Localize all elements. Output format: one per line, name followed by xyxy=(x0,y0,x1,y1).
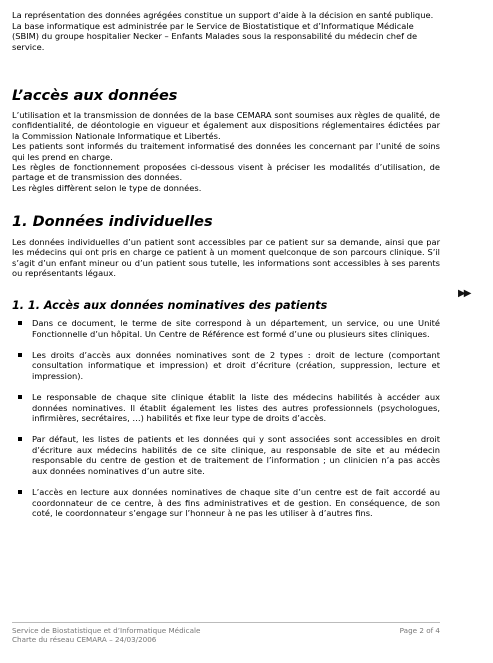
list-item-text: Le responsable de chaque site clinique établit la liste des médecins habilités à accéder aux données nominatives. Il établit également les listes des autres professionnels (psychologues, infirmières, secrétaires, …) habilités et fixe leur type de droits d’accès. xyxy=(32,391,440,424)
intro-paragraph: La représentation des données agrégées constitue un support d’aide à la décision en santé publique. xyxy=(12,10,434,20)
next-page-arrows-icon[interactable]: ▶▶ xyxy=(458,288,470,299)
intro-paragraph: La base informatique est administrée par le Service de Biostatistique et d’Informatique Médicale (SBIM) du groupe hospitalier Necker – Enfants Malades sous la responsabilité du médecin chef de service. xyxy=(12,20,418,52)
list-item xyxy=(12,350,440,382)
list-item-text: Dans ce document, le terme de site correspond à un département, un service, ou une Unité Fonctionnelle d’un hôpital. Un Centre de Référence est formé d’une ou plusieurs sites cliniques. xyxy=(32,318,440,339)
bullet-icon xyxy=(18,395,22,399)
page-number: Page 2 of 4 xyxy=(399,626,440,635)
section-title-individual: 1. Données individuelles xyxy=(12,214,213,230)
bullet-icon xyxy=(18,490,22,494)
list-item-text: L’accès en lecture aux données nominatives de chaque site d’un centre est de fait accordé au coordonnateur de ce centre, à des fins administratives et de gestion. En conséquence, de son coté, le coordonnateur s’engage sur l’honneur à ne pas les utiliser à d’autres fins. xyxy=(32,487,440,519)
list-item xyxy=(12,487,440,519)
intro-block xyxy=(12,10,440,52)
access-paragraph: Les patients sont informés du traitement informatisé des données les concernant par l’unité de soins qui les prend en charge. xyxy=(12,141,440,162)
section-title-access: L’accès aux données xyxy=(12,88,178,104)
access-paragraph: L’utilisation et la transmission de données de la base CEMARA sont soumises aux règles de qualité, de confidentialité, de déontologie en vigueur et également aux dispositions réglementaires édictées par la Commission Nationale Informatique et Libertés. xyxy=(12,110,440,141)
footer-info xyxy=(12,626,200,644)
nominative-bullet-list xyxy=(12,318,440,529)
subsection-title-nominative: 1. 1. Accès aux données nominatives des patients xyxy=(12,299,328,312)
access-paragraph: Les règles diffèrent selon le type de données. xyxy=(12,182,202,193)
list-item-text: Par défaut, les listes de patients et les données qui y sont associées sont accessibles en droit d’écriture aux médecins habilités de ce site clinique, au responsable de site et au médecin responsable du centre de gestion et de traitement de l’information ; un clinicien n’a pas accès aux données nominatives d’un autre site. xyxy=(32,434,440,477)
footer-divider xyxy=(12,622,440,623)
access-paragraph: Les règles de fonctionnement proposées ci-dessous visent à préciser les modalités d’utilisation, de partage et de transmission des données. xyxy=(12,162,440,183)
footer-service: Service de Biostatistique et d’Informatique Médicale xyxy=(12,626,201,635)
list-item xyxy=(12,392,440,424)
footer-charter: Charte du réseau CEMARA – 24/03/2006 xyxy=(12,635,157,644)
list-item xyxy=(12,318,440,339)
bullet-icon xyxy=(18,321,22,325)
bullet-icon xyxy=(18,353,22,357)
list-item-text: Les droits d’accès aux données nominatives sont de 2 types : droit de lecture (comportant consultation informatique et impression) et droit d’écriture (création, suppression, lecture et impression). xyxy=(32,349,440,381)
list-item xyxy=(12,434,440,476)
access-block xyxy=(12,110,440,193)
individual-block xyxy=(12,237,440,279)
bullet-icon xyxy=(18,437,22,441)
individual-paragraph: Les données individuelles d’un patient sont accessibles par ce patient sur sa demande, ainsi que par les médecins qui ont pris en charge ce patient à un moment quelconque de son parcours clinique. S’il s’agit d’un enfant mineur ou d’un patient sous tutelle, les informations sont accessibles à ses parents ou représentants légaux. xyxy=(12,237,440,279)
